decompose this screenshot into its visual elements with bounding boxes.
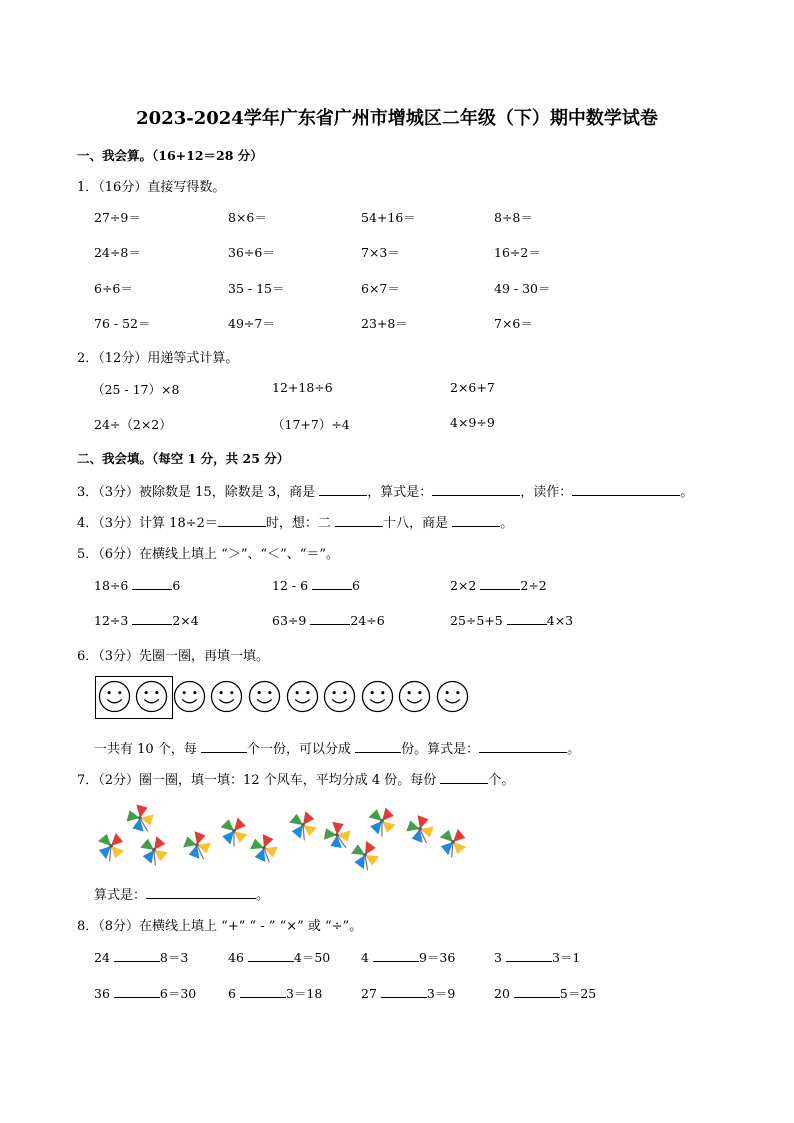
- q5-item: 2×2 2÷2: [450, 578, 547, 593]
- q1-item: 36÷6＝: [228, 245, 275, 260]
- q6-groups-blank[interactable]: [355, 740, 401, 753]
- pinwheel-icon: [348, 838, 383, 873]
- q8-blank[interactable]: [506, 949, 552, 962]
- section-2-heading: 二、我会填。（每空 1 分，共 25 分）: [77, 451, 290, 466]
- q1-item: 16÷2＝: [494, 245, 541, 260]
- q8-blank[interactable]: [373, 949, 419, 962]
- q6-per-group-blank[interactable]: [201, 740, 247, 753]
- q2-item: 24÷（2×2）: [94, 417, 172, 432]
- q1-item: 49÷7＝: [228, 316, 275, 331]
- q6-label: 6．（3分）先圈一圈，再填一填。: [77, 649, 270, 664]
- pinwheel-icon: [432, 821, 473, 862]
- q1-item: 8×6＝: [228, 210, 267, 225]
- smiley-face-icon: [323, 680, 356, 713]
- q5-item: 12 - 6 6: [272, 578, 360, 593]
- smiley-face-icon: [361, 680, 394, 713]
- q3-text-c: ，读作：: [520, 485, 573, 500]
- q1-item: 7×3＝: [361, 245, 400, 260]
- q3-text-d: 。: [680, 485, 694, 500]
- q8-blank[interactable]: [514, 985, 560, 998]
- pinwheel-icon: [247, 831, 282, 866]
- q1-item: 8÷8＝: [494, 210, 533, 225]
- smiley-face-icon: [436, 680, 469, 713]
- q7-answer-blank[interactable]: [440, 771, 488, 784]
- q1-item: 24÷8＝: [94, 245, 141, 260]
- q5-blank[interactable]: [507, 612, 547, 625]
- q5-item: 25÷5+5 4×3: [450, 613, 574, 628]
- q4-text-a: 4．（3分）计算 18÷2＝: [77, 516, 218, 531]
- q3-reading-blank[interactable]: [572, 483, 680, 496]
- q7-label: 7．（2分）圈一圈，填一填：12 个风车，平均分成 4 份。每份 个。: [77, 773, 515, 788]
- q1-item: 27÷9＝: [94, 210, 141, 225]
- q8-blank[interactable]: [248, 949, 294, 962]
- q8-item: 4 9＝36: [361, 950, 456, 965]
- pinwheel-icon: [401, 810, 438, 847]
- q5-blank[interactable]: [132, 577, 172, 590]
- q5-item: 12÷3 2×4: [94, 613, 199, 628]
- q8-item: 46 4＝50: [228, 950, 331, 965]
- q4-quotient-blank[interactable]: [452, 514, 500, 527]
- q8-blank[interactable]: [114, 985, 160, 998]
- q1-item: 76 - 52＝: [94, 316, 151, 331]
- q8-item: 36 6＝30: [94, 986, 197, 1001]
- q5-label: 5．（6分）在横线上填上 “＞”、“＜”、“＝”。: [77, 547, 340, 562]
- q3-answer-blank[interactable]: [319, 483, 367, 496]
- q5-blank[interactable]: [310, 612, 350, 625]
- q5-blank[interactable]: [480, 577, 520, 590]
- q4-text-b: 时，想：二: [265, 516, 331, 531]
- q2-item: 2×6+7: [450, 380, 495, 395]
- q8-blank[interactable]: [114, 949, 160, 962]
- q2-item: 4×9÷9: [450, 415, 495, 430]
- pinwheel-icon: [178, 826, 215, 863]
- q2-item: 12+18÷6: [272, 380, 333, 395]
- pinwheel-icon: [362, 801, 401, 840]
- q4-text-c: 十八，商是: [383, 516, 449, 531]
- page-title: 2023-2024学年广东省广州市增城区二年级（下）期中数学试卷: [136, 108, 658, 129]
- q8-item: 6 3＝18: [228, 986, 323, 1001]
- smiley-face-icon: [210, 680, 243, 713]
- q2-label: 2．（12分）用递等式计算。: [77, 351, 239, 366]
- pinwheel-icon: [90, 825, 131, 866]
- q8-item: 20 5＝25: [494, 986, 597, 1001]
- pinwheel-icon: [135, 831, 172, 868]
- smiley-face-icon: [398, 680, 431, 713]
- q1-item: 23+8＝: [361, 316, 408, 331]
- smiley-face-icon: [98, 680, 131, 713]
- q1-item: 6÷6＝: [94, 281, 133, 296]
- smiley-face-icon: [286, 680, 319, 713]
- q3-line: [77, 481, 693, 500]
- q2-item: （25 - 17）×8: [92, 382, 180, 397]
- q1-item: 7×6＝: [494, 316, 533, 331]
- q6-formula-blank[interactable]: [479, 740, 567, 753]
- section-1-heading: 一、我会算。（16+12＝28 分）: [77, 148, 263, 163]
- smiley-face-icon: [135, 680, 168, 713]
- q1-item: 35 - 15＝: [228, 281, 285, 296]
- q1-item: 6×7＝: [361, 281, 400, 296]
- smiley-face-icon: [248, 680, 281, 713]
- q5-item: 63÷9 24÷6: [272, 613, 385, 628]
- q1-label: 1．（16分）直接写得数。: [77, 180, 226, 195]
- q2-item: （17+7）÷4: [272, 417, 350, 432]
- q1-item: 49 - 30＝: [494, 281, 551, 296]
- q6-fill-line: 一共有 10 个，每 个一份，可以分成 份。算式是： 。: [94, 742, 581, 757]
- q8-blank[interactable]: [240, 985, 286, 998]
- q8-blank[interactable]: [381, 985, 427, 998]
- q5-blank[interactable]: [312, 577, 352, 590]
- q5-blank[interactable]: [132, 612, 172, 625]
- q4-think-blank[interactable]: [335, 514, 383, 527]
- q8-item: 27 3＝9: [361, 986, 456, 1001]
- q8-label: 8．（8分）在横线上填上 “+” “ - ” “×” 或 “÷”。: [77, 919, 363, 934]
- q4-text-d: 。: [500, 516, 514, 531]
- q3-formula-blank[interactable]: [432, 483, 520, 496]
- smiley-face-icon: [173, 680, 206, 713]
- q4-line: [77, 512, 513, 531]
- q3-text-b: ，算式是：: [367, 485, 433, 500]
- q3-text-a: 3．（3分）被除数是 15，除数是 3，商是: [77, 485, 316, 500]
- q8-item: 3 3＝1: [494, 950, 581, 965]
- q4-answer-blank[interactable]: [218, 514, 266, 527]
- q8-item: 24 8＝3: [94, 950, 189, 965]
- q1-item: 54+16＝: [361, 210, 416, 225]
- q5-item: 18÷6 6: [94, 578, 181, 593]
- q7-formula-blank[interactable]: [146, 886, 256, 899]
- q7-formula-line: 算式是： 。: [94, 888, 270, 903]
